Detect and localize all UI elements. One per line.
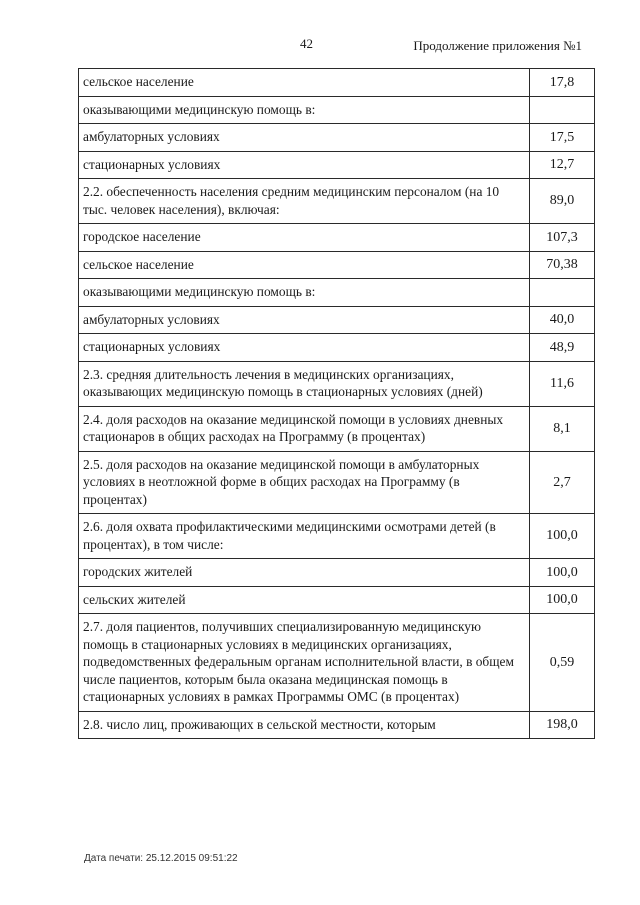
row-label: сельское население [79,251,530,279]
row-value: 17,5 [530,124,595,152]
table-row [79,224,595,252]
table-row [79,361,595,406]
row-label: стационарных условиях [79,151,530,179]
row-value: 11,6 [530,361,595,406]
row-label: амбулаторных условиях [79,306,530,334]
table-row [79,406,595,451]
row-value: 107,3 [530,224,595,252]
row-label: сельское население [79,69,530,97]
row-label: 2.7. доля пациентов, получивших специализированную медицинскую помощь в стационарных условиях в медицинских организациях, подведомственных федеральным органам исполнительной власти, в общем числе пациентов, которым была оказана медицинская помощь в стационарных условиях в рамках Программы ОМС (в процентах) [79,614,530,712]
row-value: 17,8 [530,69,595,97]
page-number: 42 [300,36,313,51]
row-label: сельских жителей [79,586,530,614]
row-value: 12,7 [530,151,595,179]
row-label: оказывающими медицинскую помощь в: [79,96,530,124]
table-row [79,179,595,224]
row-label: амбулаторных условиях [79,124,530,152]
row-value: 100,0 [530,514,595,559]
row-label: 2.5. доля расходов на оказание медицинской помощи в амбулаторных условиях в неотложной форме в общих расходах на Программу (в процентах) [79,451,530,514]
row-value: 40,0 [530,306,595,334]
row-value: 89,0 [530,179,595,224]
indicators-table [78,68,595,739]
row-value: 48,9 [530,334,595,362]
table-row [79,69,595,97]
table-row [79,711,595,739]
row-value: 8,1 [530,406,595,451]
table-row [79,334,595,362]
row-value: 70,38 [530,251,595,279]
row-value: 100,0 [530,586,595,614]
row-label: городских жителей [79,559,530,587]
row-value: 2,7 [530,451,595,514]
row-label: 2.4. доля расходов на оказание медицинской помощи в условиях дневных стационаров в общих расходах на Программу (в процентах) [79,406,530,451]
row-label: городское население [79,224,530,252]
row-label: стационарных условиях [79,334,530,362]
table-row [79,151,595,179]
row-value [530,279,595,307]
row-value: 198,0 [530,711,595,739]
row-value [530,96,595,124]
row-label: 2.3. средняя длительность лечения в медицинских организациях, оказывающих медицинскую помощь в стационарных условиях (дней) [79,361,530,406]
table-row [79,279,595,307]
table-row [79,586,595,614]
table-body [79,69,595,739]
table-row [79,306,595,334]
row-label: 2.2. обеспеченность населения средним медицинским персоналом (на 10 тыс. человек населения), включая: [79,179,530,224]
table-row [79,124,595,152]
row-label: 2.8. число лиц, проживающих в сельской местности, которым [79,711,530,739]
table-row [79,251,595,279]
row-value: 0,59 [530,614,595,712]
table-row [79,559,595,587]
appendix-continuation-header: Продолжение приложения №1 [413,38,582,53]
table-row [79,451,595,514]
row-label: 2.6. доля охвата профилактическими медицинскими осмотрами детей (в процентах), в том числе: [79,514,530,559]
table-row [79,614,595,712]
table-row [79,96,595,124]
row-value: 100,0 [530,559,595,587]
print-date: Дата печати: 25.12.2015 09:51:22 [84,853,238,864]
row-label: оказывающими медицинскую помощь в: [79,279,530,307]
table-row [79,514,595,559]
